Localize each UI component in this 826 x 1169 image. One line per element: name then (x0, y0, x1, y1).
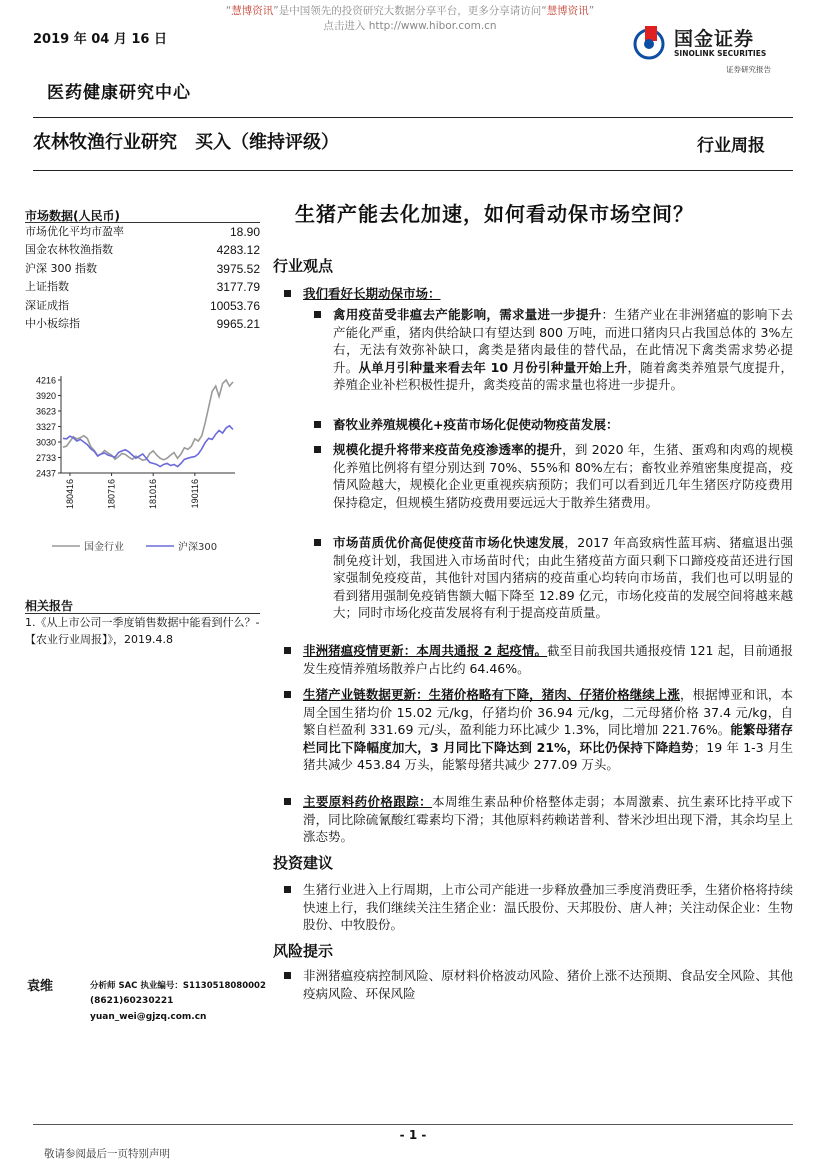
header-divider-top (33, 117, 793, 118)
bullet-hog-chain: 生猪产业链数据更新：生猪价格略有下降，猪肉、仔猪价格继续上涨，根据博亚和讯，本周全国生猪均价 15.02 元/kg，仔猪均价 36.94 元/kg，二元母猪价格 37.4 元/kg，自繁自栏盈利 331.69 元/头，盈利能力环比减少 1.3%，同比增加 221.76%。能繁母猪存栏同比下降幅度加大，3 月同比下降达到 21%，环比仍保持下降趋势；19 年 1-3 月生猪共减少 453.84 万头，能繁母猪共减少 277.09 万头。 (303, 687, 793, 772)
watermark-banner[interactable]: “慧博资讯”是中国领先的投资研究大数据分享平台，更多分享请访问“慧博资讯” 点击进入 http://www.hibor.com.cn (170, 4, 650, 34)
related-reports-title: 相关报告 (25, 599, 74, 613)
chart-y-tick-label: 3920 (35, 390, 56, 401)
logo-name-en: SINOLINK SECURITIES (674, 49, 767, 58)
author-email[interactable]: yuan_wei@gjzq.com.cn (90, 1012, 207, 1022)
report-title: 生猪产能去化加速，如何看动保市场空间？ (295, 202, 694, 226)
bullet-scale-penetration: 规模化提升将带来疫苗免疫渗透率的提升，到 2020 年，生猪、蛋鸡和肉鸡的规模化养殖比例将有望分别达到 70%、55%和 80%左右；畜牧业养殖密集度提高，疫情风险越大，规模化企业更重视疾病预防；我们可以看到近几年生猪医疗防疫费用保持稳定，但规模生猪防疫费用要远远大于散养生猪费用。 (333, 442, 793, 510)
market-row (25, 315, 260, 333)
watermark-link[interactable]: 点击进入 http://www.hibor.com.cn (323, 20, 497, 32)
market-value: 18.90 (229, 225, 260, 239)
market-label: 上证指数 (25, 280, 69, 294)
header-divider-bottom (33, 170, 793, 171)
industry-rating: 农林牧渔行业研究 买入（维持评级） (33, 132, 339, 153)
footer-disclaimer: 敬请参阅最后一页特别声明 (44, 1148, 170, 1160)
chart-y-tick-label: 3030 (35, 437, 56, 448)
market-value: 9965.21 (216, 316, 260, 331)
related-report-item[interactable]: 1.《从上市公司一季度销售数据中能看到什么？-【农业行业周报】》，2019.4.8 (25, 616, 260, 646)
chart-legend-label: 国金行业 (84, 542, 124, 553)
market-label: 国金农林牧渔指数 (25, 243, 113, 257)
market-row (25, 241, 260, 259)
bullet-investment-advice: 生猪行业进入上行周期，上市公司产能进一步释放叠加三季度消费旺季，生猪价格将持续快速上行，我们继续关注生猪企业：温氏股份、天邦股份、唐人神；关注动保企业：生物股份、中牧股份。 (303, 882, 793, 932)
chart-y-tick-label: 2733 (35, 453, 56, 464)
chart-series-industry-line (63, 380, 233, 460)
bullet-asf-update: 非洲猪瘟疫情更新：本周共通报 2 起疫情。截至目前我国共通报疫情 121 起，目前通报发生疫情养殖场散养户占比约 64.46%。 (303, 643, 794, 676)
chart-x-tick-label: 190116 (189, 479, 200, 509)
index-comparison-chart (20, 368, 265, 563)
footer-divider (33, 1124, 793, 1125)
author-phone: (8621)60230221 (90, 996, 174, 1006)
report-type: 行业周报 (697, 136, 765, 156)
chart-y-tick-label: 2437 (35, 468, 56, 479)
watermark-brand-2: 慧博资讯 (546, 5, 589, 17)
logo-subtitle: 证券研究报告 (726, 65, 771, 74)
chart-x-tick-label: 181016 (148, 479, 159, 510)
market-value: 3177.79 (216, 280, 260, 295)
report-date: 2019 年 04 月 16 日 (33, 32, 167, 47)
chart-x-tick-label: 180416 (64, 479, 75, 510)
market-value: 3975.52 (216, 261, 260, 276)
market-data-table (25, 223, 260, 333)
watermark-brand: 慧博资讯 (231, 5, 274, 17)
market-row (25, 297, 260, 315)
chart-y-tick-label: 3623 (35, 406, 56, 417)
chart-x-tick-label: 180716 (106, 479, 117, 510)
sinolink-logo-icon (630, 24, 668, 62)
chart-legend-label: 沪深300 (178, 542, 218, 553)
company-logo (630, 22, 800, 78)
section-heading-views: 行业观点 (273, 257, 334, 275)
market-label: 市场优化平均市盈率 (25, 225, 124, 238)
market-label: 深证成指 (25, 298, 69, 312)
chart-series-csi300-line (63, 426, 233, 467)
section-heading-risk: 风险提示 (273, 942, 334, 960)
market-row (25, 260, 260, 278)
market-value: 4283.12 (216, 243, 260, 258)
chart-y-tick-label: 3327 (35, 421, 56, 432)
market-label: 中小板综指 (25, 316, 80, 330)
bullet-market-vaccine: 市场苗质优价高促使疫苗市场化快速发展，2017 年高致病性蓝耳病、猪瘟退出强制免疫计划，我国进入市场苗时代；由此生猪疫苗方面只剩下口蹄疫疫苗还进行国家强制免疫疫苗，其他针对国内猪病的疫苗重心均转向市场苗，我们也可以明显的看到猪用强制免疫销售额大幅下降至 12.89 亿元，市场化疫苗的发展空间将越来越大；同时市场化疫苗发展将有利于提高疫苗质量。 (333, 535, 793, 620)
market-label: 沪深 300 指数 (25, 261, 97, 275)
market-data-title: 市场数据(人民币) (25, 209, 120, 223)
analyst-license: 分析师 SAC 执业编号：S1130518080002 (90, 981, 266, 991)
logo-name-cn: 国金证券 (674, 28, 755, 50)
bullet-long-term: 我们看好长期动保市场： (303, 285, 793, 303)
section-heading-advice: 投资建议 (273, 854, 334, 872)
bullet-risk: 非洲猪瘟疫病控制风险、原材料价格波动风险、猪价上涨不达预期、食品安全风险、其他疫病风险、环保风险 (303, 968, 793, 1001)
author-name: 袁维 (27, 979, 54, 994)
market-row (25, 278, 260, 296)
chart-y-tick-label: 4216 (35, 375, 56, 386)
bullet-api-tracking: 主要原料药价格跟踪：本周维生素品种价格整体走弱；本周激素、抗生素环比持平或下滑，同比除硫氰酸红霉素均下滑；其他原料药赖诺普利、替米沙坦出现下滑，其余均呈上涨态势。 (303, 794, 793, 844)
bullet-poultry-vaccine: 禽用疫苗受非瘟去产能影响，需求量进一步提升：生猪产业在非洲猪瘟的影响下去产能化严重，猪肉供给缺口有望达到 800 万吨，而进口猪肉只占我国总体的 3%左右，无法有效弥补缺口，禽类是猪肉最佳的替代品，在此情况下禽类需求势必提升。从单月引种量来看去年 10 月份引种量开始上升，随着禽类养殖景气度提升，养殖企业补栏积极性提升，禽类疫苗的需求量也将进一步提升。 (333, 307, 793, 392)
page-number: - 1 - (399, 1128, 427, 1142)
research-center: 医药健康研究中心 (47, 83, 191, 103)
market-value: 10053.76 (209, 298, 260, 313)
bullet-scale-market: 畜牧业养殖规模化+疫苗市场化促使动物疫苗发展： (333, 416, 793, 434)
market-row (25, 223, 260, 241)
